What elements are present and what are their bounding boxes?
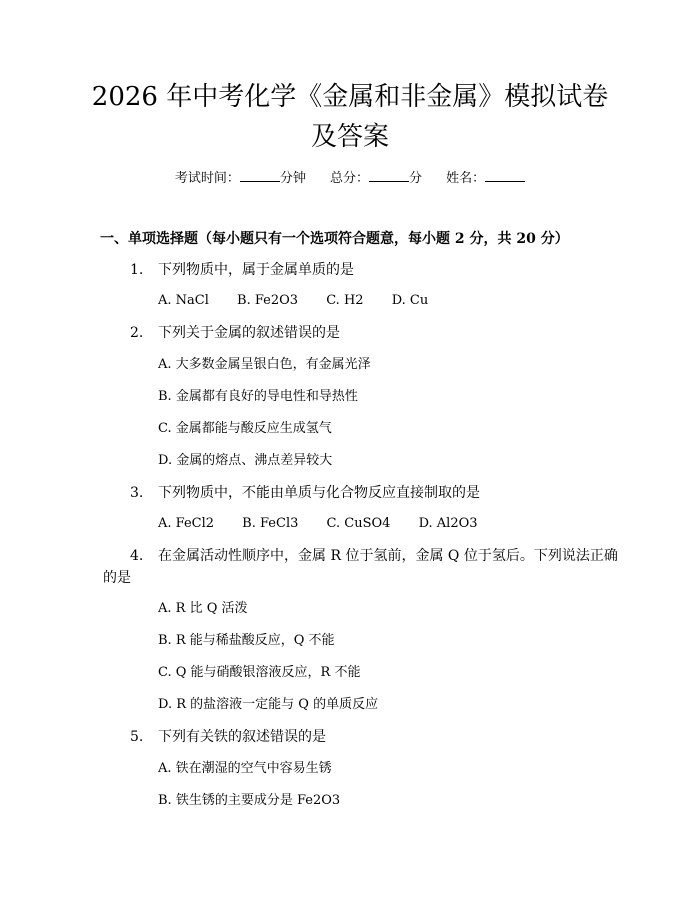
question-4-stem-cont: 的是 [103, 570, 131, 586]
question-3 [130, 483, 480, 503]
exam-time [175, 169, 306, 188]
time-label: 考试时间： [174, 171, 240, 186]
option-d: D. R 的盐溶液一定能与 Q 的单质反应 [158, 697, 379, 712]
question-5 [130, 727, 326, 747]
question-stem: 下列物质中，不能由单质与化合物反应直接制取的是 [158, 485, 480, 501]
time-unit: 分钟 [279, 171, 306, 186]
question-stem: 下列有关铁的叙述错误的是 [158, 729, 326, 745]
option-d: D. Al2O3 [418, 516, 478, 531]
question-2 [130, 323, 340, 343]
option-a: A. NaCl [158, 293, 209, 308]
exam-meta [0, 169, 700, 188]
question-number: 5. [130, 729, 144, 745]
page-title: 2026 年中考化学《金属和非金属》模拟试卷 [91, 82, 609, 112]
question-1 [130, 260, 354, 280]
question-1-options [158, 292, 452, 310]
option-c: C. CuSO4 [326, 516, 391, 531]
option-a: A. 大多数金属呈银白色，有金属光泽 [158, 357, 371, 372]
option-b: B. Fe2O3 [237, 293, 299, 308]
score-label: 总分： [329, 171, 369, 186]
question-3-options [158, 515, 502, 533]
page-title-cont: 及答案 [310, 122, 389, 152]
option-b: B. 铁生锈的主要成分是 Fe2O3 [158, 793, 341, 808]
question-stem: 在金属活动性顺序中，金属 R 位于氢前，金属 Q 位于氢后。下列说法正确 [158, 548, 618, 564]
option-a: A. R 比 Q 活泼 [158, 601, 248, 616]
score-unit: 分 [409, 171, 423, 186]
question-number: 4. [130, 548, 144, 564]
question-stem: 下列物质中，属于金属单质的是 [158, 262, 354, 278]
option-c: C. 金属都能与酸反应生成氢气 [158, 421, 332, 436]
name-label: 姓名： [446, 171, 486, 186]
option-d: D. Cu [391, 293, 429, 308]
option-b: B. R 能与稀盐酸反应，Q 不能 [158, 633, 335, 648]
option-c: C. H2 [326, 293, 364, 308]
option-c: C. Q 能与硝酸银溶液反应，R 不能 [158, 665, 361, 680]
student-name [446, 169, 525, 188]
time-blank [240, 169, 280, 182]
option-a: A. FeCl2 [158, 516, 215, 531]
option-d: D. 金属的熔点、沸点差异较大 [158, 453, 333, 468]
option-a: A. 铁在潮湿的空气中容易生锈 [158, 761, 332, 776]
question-stem: 下列关于金属的叙述错误的是 [158, 325, 340, 341]
name-blank [485, 169, 525, 182]
question-4 [130, 546, 618, 566]
question-number: 2. [130, 325, 144, 341]
section-heading: 一、单项选择题（每小题只有一个选项符合题意，每小题 2 分，共 20 分） [100, 231, 569, 247]
question-number: 1. [130, 262, 144, 278]
option-b: B. FeCl3 [242, 516, 299, 531]
question-number: 3. [130, 485, 144, 501]
option-b: B. 金属都有良好的导电性和导热性 [158, 389, 358, 404]
score-blank [369, 169, 409, 182]
total-score [330, 169, 422, 188]
